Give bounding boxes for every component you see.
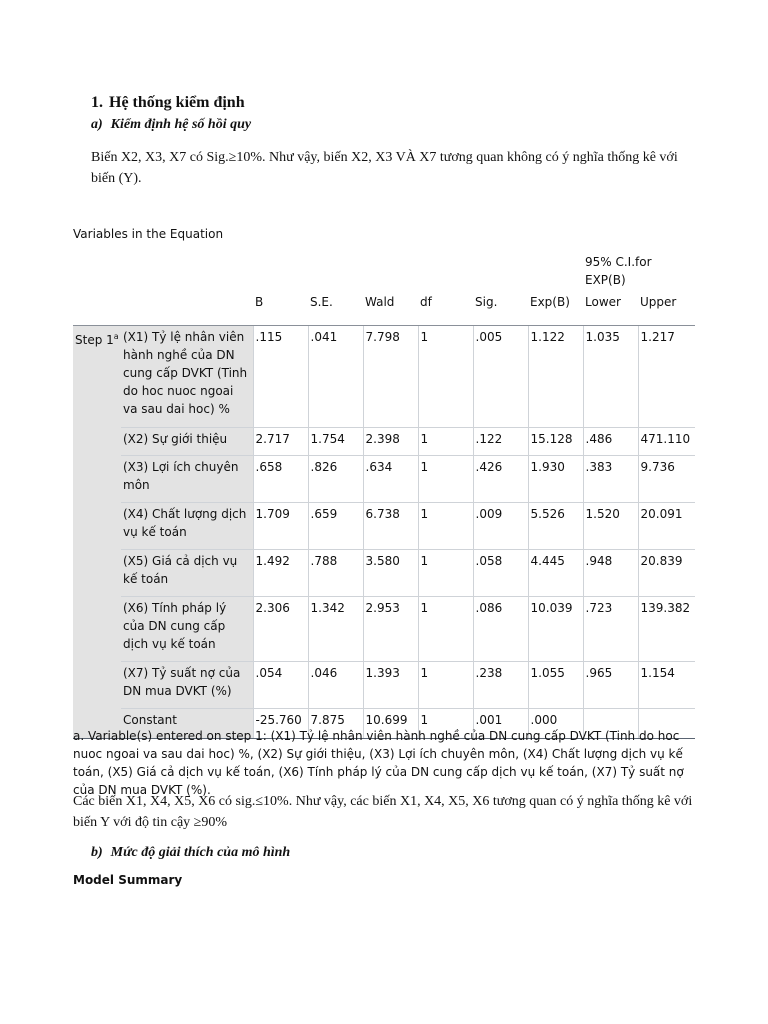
cell-upper: 1.217	[638, 326, 695, 428]
cell-b: .054	[253, 662, 308, 709]
cell-df: 1	[418, 709, 473, 739]
cell-expb: 5.526	[528, 503, 583, 550]
cell-upper: 1.154	[638, 662, 695, 709]
cell-wald: 1.393	[363, 662, 418, 709]
col-header-expb: Exp(B)	[528, 291, 583, 326]
table-row	[73, 662, 695, 709]
cell-df: 1	[418, 503, 473, 550]
cell-wald: 6.738	[363, 503, 418, 550]
col-header-sig: Sig.	[473, 291, 528, 326]
cell-b: 1.492	[253, 550, 308, 597]
step-cell	[73, 428, 121, 456]
cell-upper: 20.091	[638, 503, 695, 550]
table-row	[73, 428, 695, 456]
cell-sig: .122	[473, 428, 528, 456]
subsection-b-label: b)	[91, 845, 103, 860]
col-header-lower: Lower	[583, 291, 638, 326]
col-header-df: df	[418, 291, 473, 326]
cell-expb: 4.445	[528, 550, 583, 597]
heading-number: 1.	[91, 94, 103, 111]
heading-title: Hệ thống kiểm định	[109, 94, 245, 111]
cell-wald: 2.953	[363, 597, 418, 662]
col-header-upper: Upper	[638, 291, 695, 326]
cell-b: 2.717	[253, 428, 308, 456]
variable-name-cell: (X7) Tỷ suất nợ của DN mua DVKT (%)	[121, 662, 253, 709]
step-cell	[73, 597, 121, 662]
step-cell	[73, 550, 121, 597]
subsection-a-label: a)	[91, 117, 103, 132]
cell-b: .658	[253, 456, 308, 503]
subsection-b-title: Mức độ giải thích của mô hình	[110, 845, 291, 860]
paragraph-significance-insignificant: Biến X2, X3, X7 có Sig.≥10%. Như vậy, biến X2, X3 VÀ X7 tương quan không có ý nghĩa thống kê với biến (Y).	[91, 150, 678, 186]
cell-b: 2.306	[253, 597, 308, 662]
cell-df: 1	[418, 662, 473, 709]
cell-wald: 7.798	[363, 326, 418, 428]
cell-upper: 20.839	[638, 550, 695, 597]
variable-name-cell: (X6) Tính pháp lý của DN cung cấp dịch vụ kế toán	[121, 597, 253, 662]
variables-table	[73, 250, 695, 739]
cell-lower: 1.035	[583, 326, 638, 428]
table-row	[73, 503, 695, 550]
ci-header: 95% C.I.for EXP(B)	[585, 255, 652, 287]
cell-upper: 139.382	[638, 597, 695, 662]
cell-sig: .005	[473, 326, 528, 428]
table-footnote: a. Variable(s) entered on step 1: (X1) Tỷ lệ nhân viên hành nghề của DN cung cấp DVKT (Tinh do hoc nuoc ngoai va sau dai hoc) %, (X2) Sự giới thiệu, (X3) Lợi ích chuyên môn, (X4) Chất lượng dịch vụ kế toán, (X5) Giá cả dịch vụ kế toán, (X6) Tính pháp lý của DN cung cấp dịch vụ kế toán, (X7) Tỷ suất nợ của DN mua DVKT (%).	[73, 729, 684, 797]
cell-sig: .086	[473, 597, 528, 662]
col-header-wald: Wald	[363, 291, 418, 326]
cell-wald: 2.398	[363, 428, 418, 456]
table-row	[73, 456, 695, 503]
cell-wald: 3.580	[363, 550, 418, 597]
model-summary-title: Model Summary	[73, 873, 183, 887]
cell-expb: .000	[528, 709, 583, 739]
step-footnote-marker: a	[113, 332, 119, 341]
step-cell	[73, 503, 121, 550]
variable-name-cell: (X5) Giá cả dịch vụ kế toán	[121, 550, 253, 597]
header-row-ci	[73, 250, 695, 291]
variables-in-equation-table	[73, 250, 695, 739]
step-cell	[73, 662, 121, 709]
subsection-a-title: Kiểm định hệ số hồi quy	[110, 117, 252, 132]
cell-expb: 15.128	[528, 428, 583, 456]
table-row	[73, 597, 695, 662]
cell-sig: .426	[473, 456, 528, 503]
cell-upper: 471.110	[638, 428, 695, 456]
cell-sig: .238	[473, 662, 528, 709]
cell-expb: 1.930	[528, 456, 583, 503]
variable-name-cell: (X1) Tỷ lệ nhân viên hành nghề của DN cung cấp DVKT (Tinh do hoc nuoc ngoai va sau dai hoc) %	[121, 326, 253, 428]
cell-wald: 10.699	[363, 709, 418, 739]
step-label-text: Step 1	[75, 333, 114, 347]
cell-lower: .723	[583, 597, 638, 662]
section-heading	[91, 94, 245, 112]
header-row-columns	[73, 291, 695, 326]
cell-b: .115	[253, 326, 308, 428]
cell-lower: .948	[583, 550, 638, 597]
cell-b: -25.760	[253, 709, 308, 739]
cell-b: 1.709	[253, 503, 308, 550]
cell-se: .041	[308, 326, 363, 428]
cell-expb: 1.055	[528, 662, 583, 709]
cell-df: 1	[418, 456, 473, 503]
table-row	[73, 326, 695, 428]
cell-expb: 1.122	[528, 326, 583, 428]
step-cell	[73, 456, 121, 503]
subsection-b-heading	[91, 845, 290, 861]
cell-df: 1	[418, 326, 473, 428]
cell-se: 7.875	[308, 709, 363, 739]
cell-lower: .965	[583, 662, 638, 709]
cell-df: 1	[418, 550, 473, 597]
table-row	[73, 550, 695, 597]
table-title: Variables in the Equation	[73, 227, 224, 241]
cell-lower: .486	[583, 428, 638, 456]
cell-se: 1.342	[308, 597, 363, 662]
paragraph-significance-significant: Các biến X1, X4, X5, X6 có sig.≤10%. Như vậy, các biến X1, X4, X5, X6 tương quan có ý nghĩa thống kê với biến Y với độ tin cậy ≥90%	[73, 794, 693, 830]
cell-df: 1	[418, 428, 473, 456]
cell-se: .788	[308, 550, 363, 597]
variable-name-cell: (X3) Lợi ích chuyên môn	[121, 456, 253, 503]
cell-lower: .383	[583, 456, 638, 503]
col-header-b: B	[253, 291, 308, 326]
variable-name-cell: (X4) Chất lượng dịch vụ kế toán	[121, 503, 253, 550]
cell-se: 1.754	[308, 428, 363, 456]
cell-df: 1	[418, 597, 473, 662]
cell-se: .659	[308, 503, 363, 550]
col-header-se: S.E.	[308, 291, 363, 326]
cell-sig: .058	[473, 550, 528, 597]
cell-upper: 9.736	[638, 456, 695, 503]
cell-se: .046	[308, 662, 363, 709]
cell-sig: .009	[473, 503, 528, 550]
cell-lower: 1.520	[583, 503, 638, 550]
cell-sig: .001	[473, 709, 528, 739]
step-label	[73, 326, 121, 428]
cell-wald: .634	[363, 456, 418, 503]
cell-se: .826	[308, 456, 363, 503]
subsection-a-heading	[91, 117, 251, 133]
variable-name-cell: (X2) Sự giới thiệu	[121, 428, 253, 456]
variable-name-cell: Constant	[121, 709, 253, 739]
cell-expb: 10.039	[528, 597, 583, 662]
